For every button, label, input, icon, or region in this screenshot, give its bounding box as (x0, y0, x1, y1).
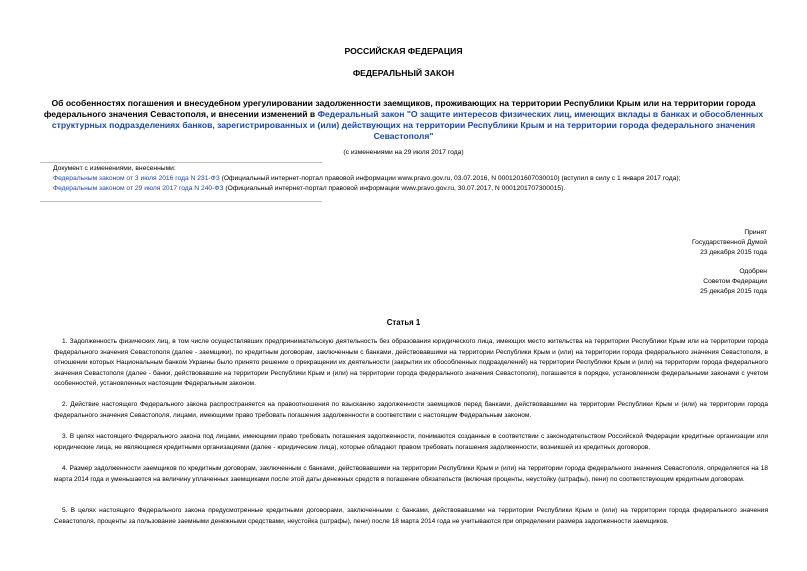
council-approval (567, 267, 767, 297)
change-link-240[interactable]: Федеральным законом от 29 июля 2017 года N 240-ФЗ (53, 185, 224, 192)
adoption-line: 25 декабря 2015 года (700, 288, 767, 295)
law-title (40, 98, 767, 142)
changes-block (53, 164, 773, 194)
changes-heading: Документ с изменениями, внесенными: (53, 165, 176, 172)
change-link-231[interactable]: Федеральным законом от 3 июля 2016 года N 231-ФЗ (53, 175, 220, 182)
divider-bottom (40, 201, 322, 202)
adoption-line: Государственной Думой (692, 239, 767, 246)
revision-note: (с изменениями на 29 июля 2017 года) (343, 149, 464, 156)
duma-adoption (567, 228, 767, 258)
country-heading: РОССИЙСКАЯ ФЕДЕРАЦИЯ (344, 46, 463, 56)
article-paragraph-1: 1. Задолженность физических лиц, в том числе осуществлявших предпринимательскую деятельность без образования юридического лица, имеющих место жительства на территории Республики Крым или на территории города федерального значения Севастополя (далее - заемщики), по кредитным договорам, заключенным с банками, действовавшими на территории Республики Крым и (или) на территории города федерального значения Севастополя, в отношении которых Национальным банком Украины было принято решение о прекращении их деятельности (закрытии их обособленных подразделений) на территории Республики Крым и (или) на территории города федерального значения Севастополя (далее - банки, действовавшие на территории Республики Крым и (или) на территории города федерального значения Севастополя), погашается в порядке, установленном федеральными законами с учетом особенностей, установленных настоящим Федеральным законом. (54, 338, 768, 387)
article-paragraph-4: 4. Размер задолженности заемщиков по кредитным договорам, заключенным с банками, действовавшими на территории Республики Крым и (или) на территории города федерального значения Севастополя, определяется на 18 марта 2014 года и уменьшается на величину уплаченных заемщиками после этой даты денежных средств в погашение обязательств (включая проценты, неустойку (штрафы), пени) по соответствующим кредитным договорам. (54, 465, 768, 483)
adoption-line: Принят (744, 229, 767, 236)
adoption-line: Советом Федерации (703, 278, 767, 285)
amended-law-link[interactable]: Федеральный закон "О защите интересов физических лиц, имеющих вклады в банках и обособленных структурных подразделениях банков, зарегистрированных и (или) действующих на территории Республики Крым и на территории города федерального значения Севастополя" (51, 109, 764, 141)
change-text: (Официальный интернет-портал правовой информации www.pravo.gov.ru, 03.07.2016, N 0001201607030010) (вступил в силу с 1 января 2017 года); (219, 175, 681, 182)
change-text: (Официальный интернет-портал правовой информации www.pravo.gov.ru, 30.07.2017, N 0001201707300015). (223, 185, 566, 192)
adoption-line: 23 декабря 2015 года (700, 249, 767, 256)
article-paragraph-5: 5. В целях настоящего Федерального закона предусмотренные кредитными договорами, заключенными с банками, действовавшими на территории Республики Крым и (или) на территории города федерального значения Севастополя, проценты за пользование заемными денежными средствами, неустойка (штрафы), пени) после 18 марта 2014 года не учитываются при определении размера задолженности заемщиков. (54, 507, 768, 525)
divider-top (40, 162, 322, 163)
law-title-text: Об особенностях погашения и внесудебном урегулировании задолженности заемщиков, проживающих на территории Республики Крым или на территории города федерального значения Севастополя, и внесении изменений в (43, 98, 756, 119)
article-paragraph-3: 3. В целях настоящего Федерального закона под лицами, имеющими право требовать погашения задолженности, понимаются созданные в соответствии с законодательством Российской Федерации кредитные организации или юридические лица, не являющиеся кредитными организациями (далее - юридические лица), которые обладают правом требовать погашения задолженности, возникшей из кредитных договоров. (54, 433, 768, 451)
change-item (53, 184, 773, 194)
article-heading: Статья 1 (386, 318, 421, 327)
adoption-line: Одобрен (739, 268, 767, 275)
article-paragraph-2: 2. Действие настоящего Федерального закона распространяется на правоотношения по взысканию задолженности заемщиков перед банками, действовавшими на территории Республики Крым и (или) на территории города федерального значения Севастополя, лицами, имеющими право требовать погашения задолженности в соответствии с настоящим Федеральным законом. (54, 401, 768, 419)
law-type-heading: ФЕДЕРАЛЬНЫЙ ЗАКОН (352, 68, 455, 78)
change-item (53, 174, 773, 184)
